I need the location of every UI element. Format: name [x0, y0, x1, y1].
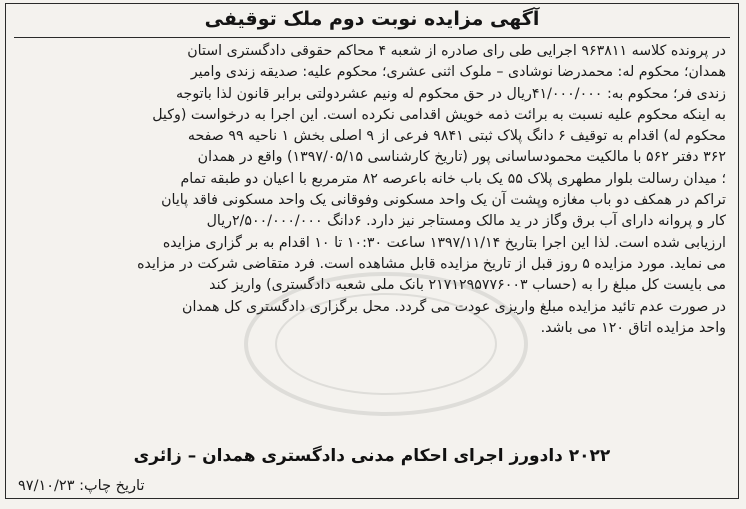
- signature-line: ۲۰۲۲ دادورز اجرای احکام مدنی دادگستری همدان – زائری: [133, 446, 611, 466]
- notice-body: [16, 41, 726, 339]
- body-line: کار و پروانه دارای آب برق وگاز در ید مالک ومستاجر نیز دارد. ۶دانگ ۲/۵۰۰/۰۰۰/۰۰۰ریال: [206, 213, 726, 230]
- body-line: ؛ میدان رسالت بلوار مطهری پلاک ۵۵ یک باب خانه باعرصه ۸۲ مترمربع با اعیان دو طبقه تمام: [180, 170, 726, 187]
- body-line: در پرونده کلاسه ۹۶۳۸۱۱ اجرایی طی رای صادره از شعبه ۴ محاکم حقوقی دادگستری استان: [187, 43, 726, 59]
- body-line: ۳۶۲ دفتر ۵۶۲ با مالکیت محمودساسانی پور (تاریخ کارشناسی ۱۳۹۷/۰۵/۱۵) واقع در همدان: [197, 149, 726, 166]
- body-line: همدان؛ محکوم له: محمدرضا نوشادی – ملوک اثنی عشری؛ محکوم علیه: صدیقه زندی وامیر: [190, 64, 726, 81]
- print-date: تاریخ چاپ: ۹۷/۱۰/۲۳: [18, 478, 145, 494]
- body-line: زندی فر؛ محکوم به: ۴۱/۰۰۰/۰۰۰ریال در حق محکوم له ونیم عشردولتی برابر قانون لذا باتوجه: [175, 85, 726, 102]
- body-line: محکوم له) اقدام به توقیف ۶ دانگ پلاک ثبتی ۹۸۴۱ فرعی از ۹ اصلی بخش ۱ ناحیه ۹۹ صفحه: [187, 128, 726, 145]
- body-line: ارزیابی شده است. لذا این اجرا بتاریخ ۱۳۹۷/۱۱/۱۴ ساعت ۱۰:۳۰ تا ۱۰ اقدام به بر گزاری مزایده: [162, 234, 726, 251]
- body-line: می نماید. مورد مزایده ۵ روز قبل از تاریخ مزایده قابل مشاهده است. فرد متقاضی شرکت در مزایده: [137, 255, 726, 272]
- body-line: به اینکه محکوم علیه نسبت به برائت ذمه خویش اقدامی نکرده است. این اجرا به درخواست (وکیل: [152, 106, 726, 123]
- body-line: می بایست کل مبلغ را به (حساب ۲۱۷۱۲۹۵۷۷۶۰۰۳ بانک ملی شعبه دادگستری) واریز کند: [209, 277, 726, 294]
- body-line: تراکم در همکف دو باب مغازه وپشت آن یک واحد مسکونی وفوقانی یک واحد مسکونی فاقد پایان: [161, 192, 726, 209]
- notice-frame: [5, 3, 739, 499]
- body-line: در صورت عدم تائید مزایده مبلغ واریزی عودت می گردد. محل برگزاری دادگستری کل همدان: [182, 298, 726, 315]
- title-divider: [14, 37, 730, 38]
- body-line: واحد مزایده اتاق ۱۲۰ می باشد.: [540, 319, 726, 336]
- notice-title: آگهی مزایده نوبت دوم ملک توقیفی: [204, 8, 540, 30]
